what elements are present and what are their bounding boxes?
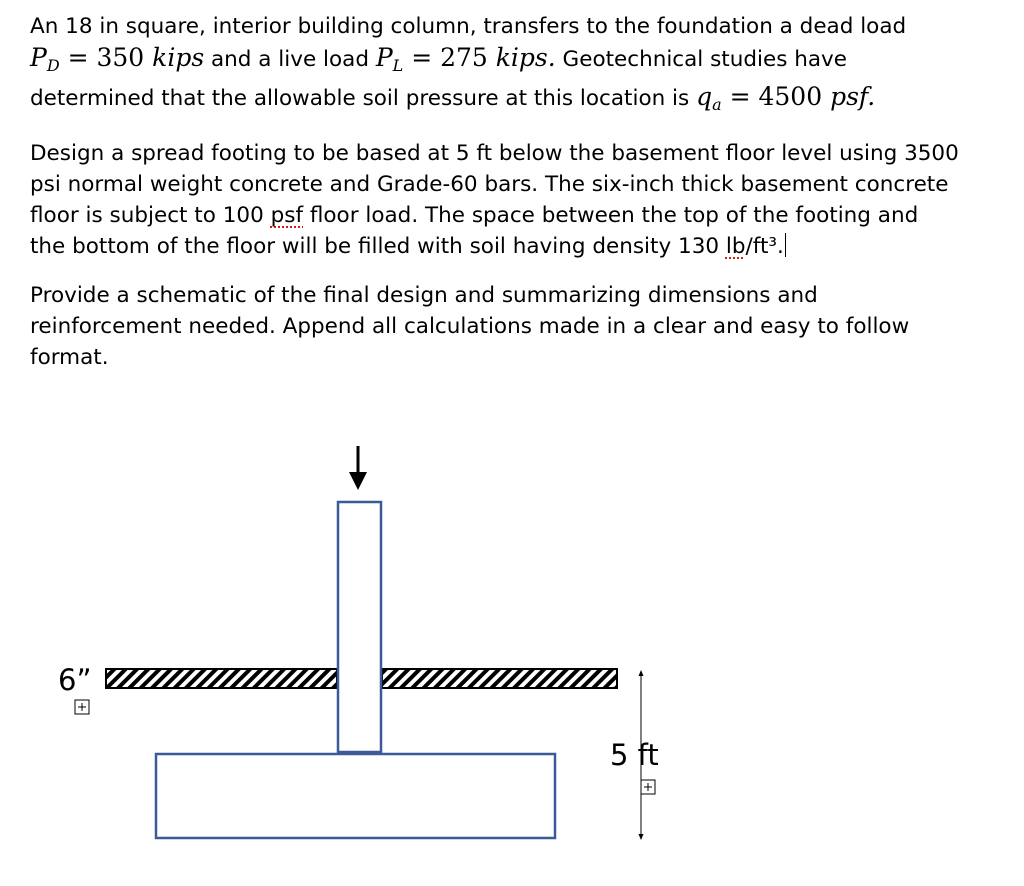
p1-line-1: An 18 in square, interior building column, transfers to the foundation a dead load xyxy=(30,14,907,39)
slab-label-anchor-icon[interactable] xyxy=(75,700,89,714)
p1-line-2: $P_D = 350$ kips and a live load $P_L = 275$ kips. Geotechnical studies have xyxy=(30,43,847,75)
p2-line-3: floor is subject to 100 psf floor load. The space between the top of the footing and xyxy=(30,203,919,228)
p3-line-1: Provide a schematic of the final design and summarizing dimensions and xyxy=(30,283,818,308)
slab-thickness-label: 6” xyxy=(58,663,92,697)
load-arrow-icon xyxy=(349,446,367,490)
spellcheck-word-lb[interactable]: lb xyxy=(725,234,746,259)
column xyxy=(338,502,381,752)
p2-line-2: psi normal weight concrete and Grade-60 bars. The six-inch thick basement concrete xyxy=(30,172,949,197)
p1-line-3: determined that the allowable soil pressure at this location is $q_a = 4500$ psf. xyxy=(30,82,876,114)
soil-pressure-expression: $q_a = 4500$ psf. xyxy=(696,82,876,114)
slab-left xyxy=(106,669,337,688)
live-load-expression: $P_L = 275$ kips. xyxy=(375,43,556,75)
slab-right xyxy=(382,669,617,688)
footing-depth-label: 5 ft xyxy=(610,738,659,772)
spellcheck-word-psf[interactable]: psf xyxy=(270,203,304,228)
depth-label-anchor-icon[interactable] xyxy=(641,780,655,794)
p2-line-1: Design a spread footing to be based at 5 ft below the basement floor level using 3500 xyxy=(30,141,959,166)
dead-load-expression: $P_D = 350$ kips xyxy=(30,43,205,75)
p2-line-4: the bottom of the floor will be filled with soil having density 130 lb/ft³. xyxy=(30,234,784,259)
p3-line-3: format. xyxy=(30,345,109,370)
p3-line-2: reinforcement needed. Append all calculations made in a clear and easy to follow xyxy=(30,314,910,339)
footing xyxy=(156,754,555,838)
